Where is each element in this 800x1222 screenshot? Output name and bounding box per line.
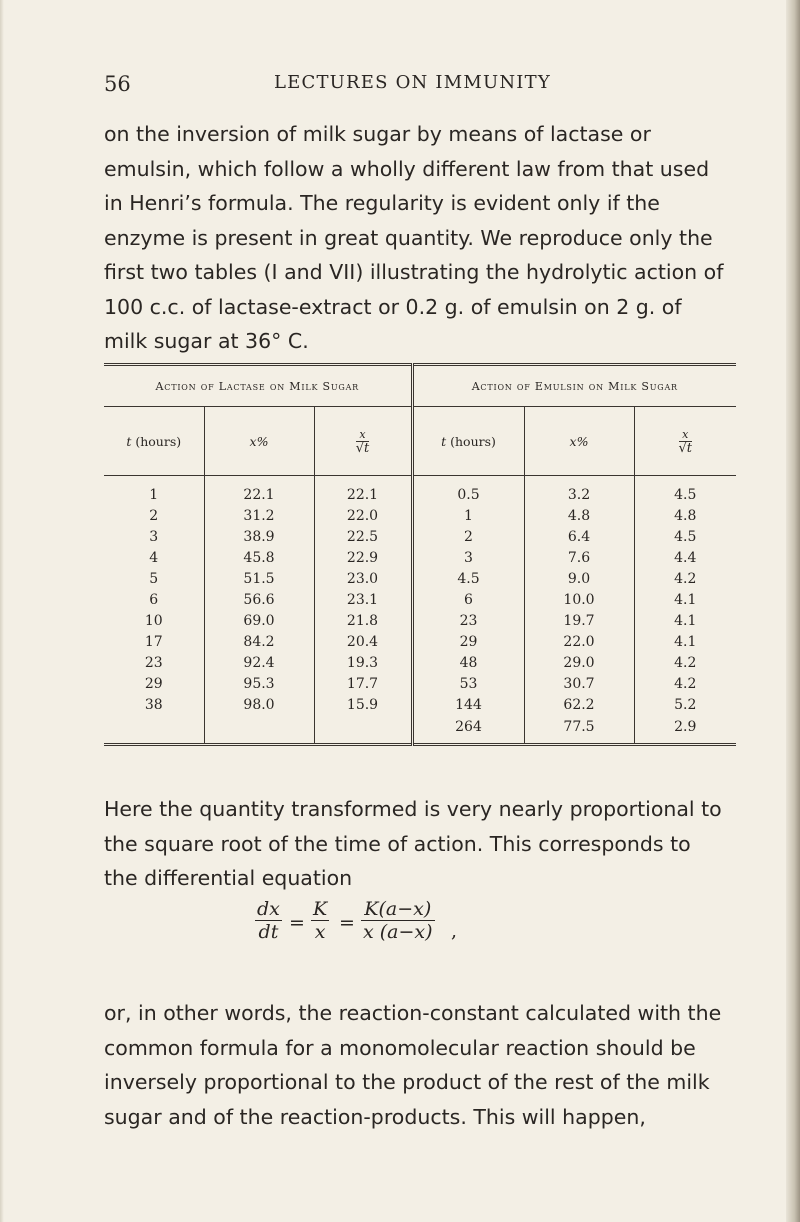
cell-emulsin-percent: 6.4: [524, 526, 634, 547]
table-row: [104, 505, 736, 526]
cell-lactase-time: [104, 716, 204, 745]
cell-lactase-ratio: 17.7: [314, 674, 412, 695]
cell-emulsin-time: 1: [464, 507, 473, 524]
cell-lactase-percent: 69.0: [204, 611, 314, 632]
cell-lactase-ratio: 21.8: [314, 611, 412, 632]
equals-sign: =: [339, 912, 355, 934]
cell-emulsin-time: 3: [464, 549, 473, 566]
cell-lactase-time: 29: [144, 676, 163, 693]
col-emulsin-percent: x%: [524, 407, 634, 476]
table-row: [104, 674, 736, 695]
cell-lactase-ratio: 22.0: [314, 505, 412, 526]
table-row: [104, 526, 736, 547]
col-lactase-time: t (hours): [104, 407, 204, 476]
cell-emulsin-time: 2: [464, 528, 473, 545]
table-row: [104, 632, 736, 653]
differential-equation: [255, 898, 575, 964]
cell-lactase-percent: 56.6: [204, 589, 314, 610]
cell-lactase-percent: 92.4: [204, 653, 314, 674]
cell-emulsin-ratio: 4.1: [634, 632, 736, 653]
table-row: [104, 695, 736, 716]
cell-emulsin-percent: 77.5: [524, 716, 634, 745]
paragraph-conclusion: or, in other words, the reaction-constant calculated with the common formula for a monomolecular reaction should be inversely proportional to the product of the rest of the milk sugar and of the reaction-products. This will happen,: [104, 1001, 722, 1129]
col-lactase-ratio: $\frac{x}{√t}$: [314, 407, 412, 476]
col-emulsin-ratio: $\frac{x}{√t}$: [634, 407, 736, 476]
cell-emulsin-percent: 30.7: [524, 674, 634, 695]
paragraph-intro: on the inversion of milk sugar by means of lactase or emulsin, which follow a wholly different law from that used in Henri’s formula. The regularity is evident only if the enzyme is present in great quantity. We reproduce only the first two tables (I and VII) illustrating the hydrolytic action of 100 c.c. of lactase-extract or 0.2 g. of emulsin on 2 g. of milk sugar at 36° C.: [104, 122, 724, 353]
cell-lactase-percent: 98.0: [204, 695, 314, 716]
cell-lactase-time: 10: [144, 613, 163, 630]
cell-emulsin-time: 6: [464, 592, 473, 609]
cell-emulsin-time: 0.5: [457, 486, 480, 503]
cell-emulsin-ratio: 4.5: [634, 526, 736, 547]
fraction-k-x: $\frac{K}{x}$: [313, 898, 328, 943]
table-row: [104, 611, 736, 632]
table-row: [104, 547, 736, 568]
cell-lactase-time: 4: [149, 549, 159, 566]
emulsin-group-header: Action of Emulsin on Milk Sugar: [412, 365, 736, 407]
cell-lactase-ratio: 19.3: [314, 653, 412, 674]
book-spine: [786, 0, 800, 1222]
cell-lactase-time: 6: [149, 592, 159, 609]
cell-lactase-percent: 22.1: [204, 476, 314, 506]
equation-comma: ,: [451, 920, 458, 942]
cell-lactase-percent: 95.3: [204, 674, 314, 695]
cell-lactase-ratio: [314, 716, 412, 745]
cell-lactase-time: 17: [144, 634, 163, 651]
cell-emulsin-time: 4.5: [457, 570, 480, 587]
data-table-container: [104, 363, 736, 746]
cell-emulsin-ratio: 4.4: [634, 547, 736, 568]
cell-emulsin-percent: 10.0: [524, 589, 634, 610]
running-head: LECTURES ON IMMUNITY: [274, 72, 551, 93]
cell-lactase-time: 38: [144, 697, 163, 714]
cell-emulsin-time: 144: [455, 697, 482, 714]
cell-lactase-ratio: 15.9: [314, 695, 412, 716]
cell-lactase-ratio: 23.0: [314, 568, 412, 589]
cell-emulsin-ratio: 2.9: [634, 716, 736, 745]
equals-sign: =: [289, 912, 305, 934]
cell-lactase-time: 2: [149, 507, 159, 524]
cell-lactase-percent: 51.5: [204, 568, 314, 589]
cell-emulsin-time: 264: [455, 718, 482, 735]
cell-emulsin-percent: 62.2: [524, 695, 634, 716]
cell-emulsin-ratio: 4.2: [634, 674, 736, 695]
cell-lactase-percent: 84.2: [204, 632, 314, 653]
cell-lactase-time: 23: [144, 655, 163, 672]
cell-emulsin-ratio: 4.2: [634, 653, 736, 674]
page-number: 56: [104, 72, 131, 96]
cell-emulsin-ratio: 4.1: [634, 589, 736, 610]
lactase-group-header: Action of Lactase on Milk Sugar: [104, 365, 412, 407]
cell-emulsin-percent: 22.0: [524, 632, 634, 653]
cell-emulsin-percent: 7.6: [524, 547, 634, 568]
col-lactase-percent: x%: [204, 407, 314, 476]
cell-lactase-ratio: 20.4: [314, 632, 412, 653]
cell-lactase-time: 3: [149, 528, 159, 545]
cell-lactase-ratio: 22.9: [314, 547, 412, 568]
table-row: [104, 653, 736, 674]
col-emulsin-time: t (hours): [412, 407, 524, 476]
table-row: [104, 568, 736, 589]
cell-emulsin-ratio: 4.1: [634, 611, 736, 632]
cell-emulsin-ratio: 5.2: [634, 695, 736, 716]
page-header: [104, 72, 724, 102]
paragraph-proportional: Here the quantity transformed is very nearly proportional to the square root of the time of action. This corresponds to the differential equation: [104, 797, 722, 890]
cell-lactase-time: 1: [149, 486, 159, 503]
cell-emulsin-time: 23: [459, 613, 478, 630]
cell-lactase-ratio: 22.1: [314, 476, 412, 506]
cell-emulsin-percent: 9.0: [524, 568, 634, 589]
fraction-dx-dt: $\frac{dx}{dt}$: [257, 898, 280, 943]
cell-emulsin-percent: 29.0: [524, 653, 634, 674]
cell-emulsin-time: 48: [459, 655, 478, 672]
cell-emulsin-percent: 4.8: [524, 505, 634, 526]
table-row: [104, 716, 736, 745]
cell-emulsin-ratio: 4.5: [634, 476, 736, 506]
table-row: [104, 589, 736, 610]
cell-lactase-ratio: 22.5: [314, 526, 412, 547]
fraction-reaction: $\frac{K(a-x)}{x (a-x)}$: [363, 898, 433, 943]
cell-lactase-percent: 31.2: [204, 505, 314, 526]
cell-lactase-time: 5: [149, 570, 159, 587]
cell-emulsin-percent: 19.7: [524, 611, 634, 632]
cell-lactase-percent: [204, 716, 314, 745]
cell-emulsin-ratio: 4.8: [634, 505, 736, 526]
cell-lactase-ratio: 23.1: [314, 589, 412, 610]
table-row: [104, 476, 736, 506]
cell-lactase-percent: 45.8: [204, 547, 314, 568]
cell-emulsin-time: 29: [459, 634, 478, 651]
cell-emulsin-percent: 3.2: [524, 476, 634, 506]
page-edge: [0, 0, 4, 1222]
hydrolysis-table: [104, 363, 736, 746]
cell-lactase-percent: 38.9: [204, 526, 314, 547]
cell-emulsin-ratio: 4.2: [634, 568, 736, 589]
cell-emulsin-time: 53: [459, 676, 478, 693]
